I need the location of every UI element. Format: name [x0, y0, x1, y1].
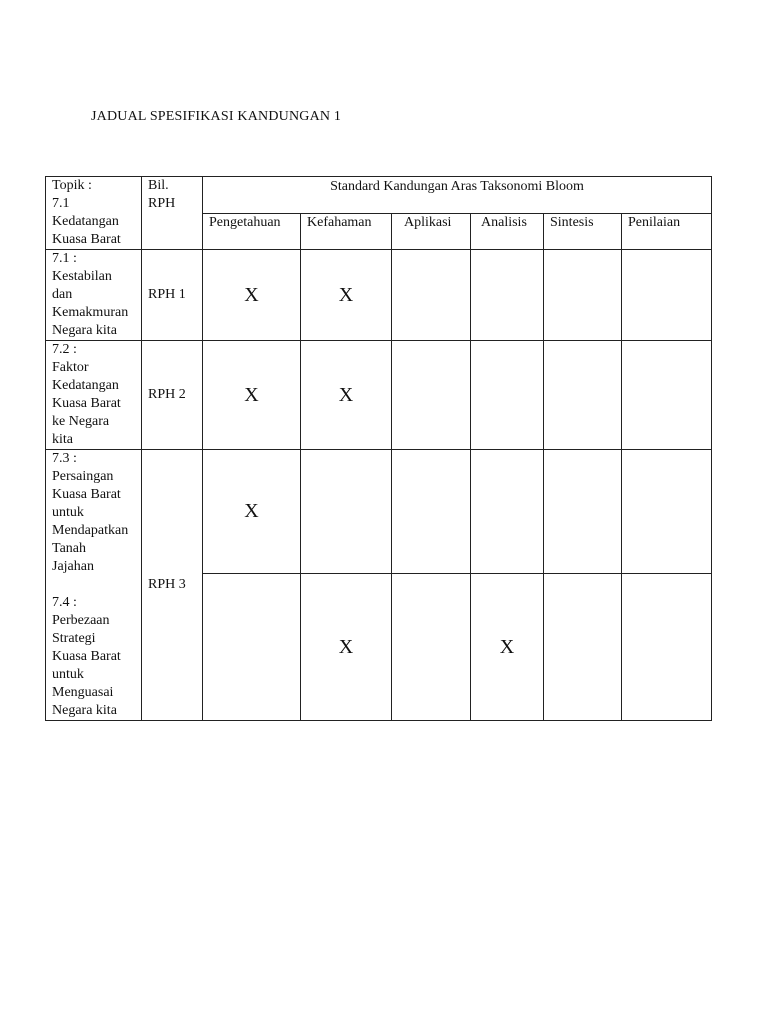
level-header-penilaian: Penilaian: [622, 213, 712, 250]
mark-cell: X: [203, 450, 301, 574]
rph-cell: RPH 1: [142, 250, 203, 341]
topic-cell: 7.3 : Persaingan Kuasa Barat untuk Mendapatkan Tanah Jajahan 7.4 : Perbezaan Strategi Kuasa Barat untuk Menguasai Negara kita: [46, 450, 142, 721]
topic-cell: 7.2 : Faktor Kedatangan Kuasa Barat ke Negara kita: [46, 341, 142, 450]
table-row: [46, 250, 712, 341]
mark-cell: [544, 450, 622, 574]
mark-cell: [622, 450, 712, 574]
rph-cell: RPH 2: [142, 341, 203, 450]
level-header-analisis: Analisis: [471, 213, 544, 250]
mark-cell: [392, 250, 471, 341]
mark-cell: [392, 450, 471, 574]
mark-cell: X: [203, 341, 301, 450]
level-header-kefahaman: Kefahaman: [301, 213, 392, 250]
document-title: JADUAL SPESIFIKASI KANDUNGAN 1: [91, 109, 342, 124]
level-header-sintesis: Sintesis: [544, 213, 622, 250]
mark-cell: [622, 573, 712, 720]
mark-cell: [622, 341, 712, 450]
mark-cell: [471, 250, 544, 341]
topic-header: Topik : 7.1 Kedatangan Kuasa Barat: [46, 177, 142, 250]
mark-cell: [544, 573, 622, 720]
mark-cell: X: [301, 341, 392, 450]
table-row: [46, 341, 712, 450]
mark-cell: [392, 341, 471, 450]
level-header-aplikasi: Aplikasi: [392, 213, 471, 250]
topic-cell: 7.1 : Kestabilan dan Kemakmuran Negara kita: [46, 250, 142, 341]
table-header-row: [46, 177, 712, 214]
mark-cell: [301, 450, 392, 574]
mark-cell: X: [471, 573, 544, 720]
content-specification-table: [45, 176, 712, 721]
mark-cell: [622, 250, 712, 341]
mark-cell: X: [301, 250, 392, 341]
spacer: [52, 576, 141, 594]
mark-cell: [203, 573, 301, 720]
table-row: [46, 450, 712, 574]
rph-header: Bil. RPH: [142, 177, 203, 250]
mark-cell: [544, 250, 622, 341]
mark-cell: X: [203, 250, 301, 341]
mark-cell: [544, 341, 622, 450]
mark-cell: [471, 450, 544, 574]
level-header-pengetahuan: Pengetahuan: [203, 213, 301, 250]
rph-cell: RPH 3: [142, 450, 203, 721]
taxonomy-group-header: Standard Kandungan Aras Taksonomi Bloom: [203, 177, 712, 214]
mark-cell: X: [301, 573, 392, 720]
mark-cell: [471, 341, 544, 450]
mark-cell: [392, 573, 471, 720]
